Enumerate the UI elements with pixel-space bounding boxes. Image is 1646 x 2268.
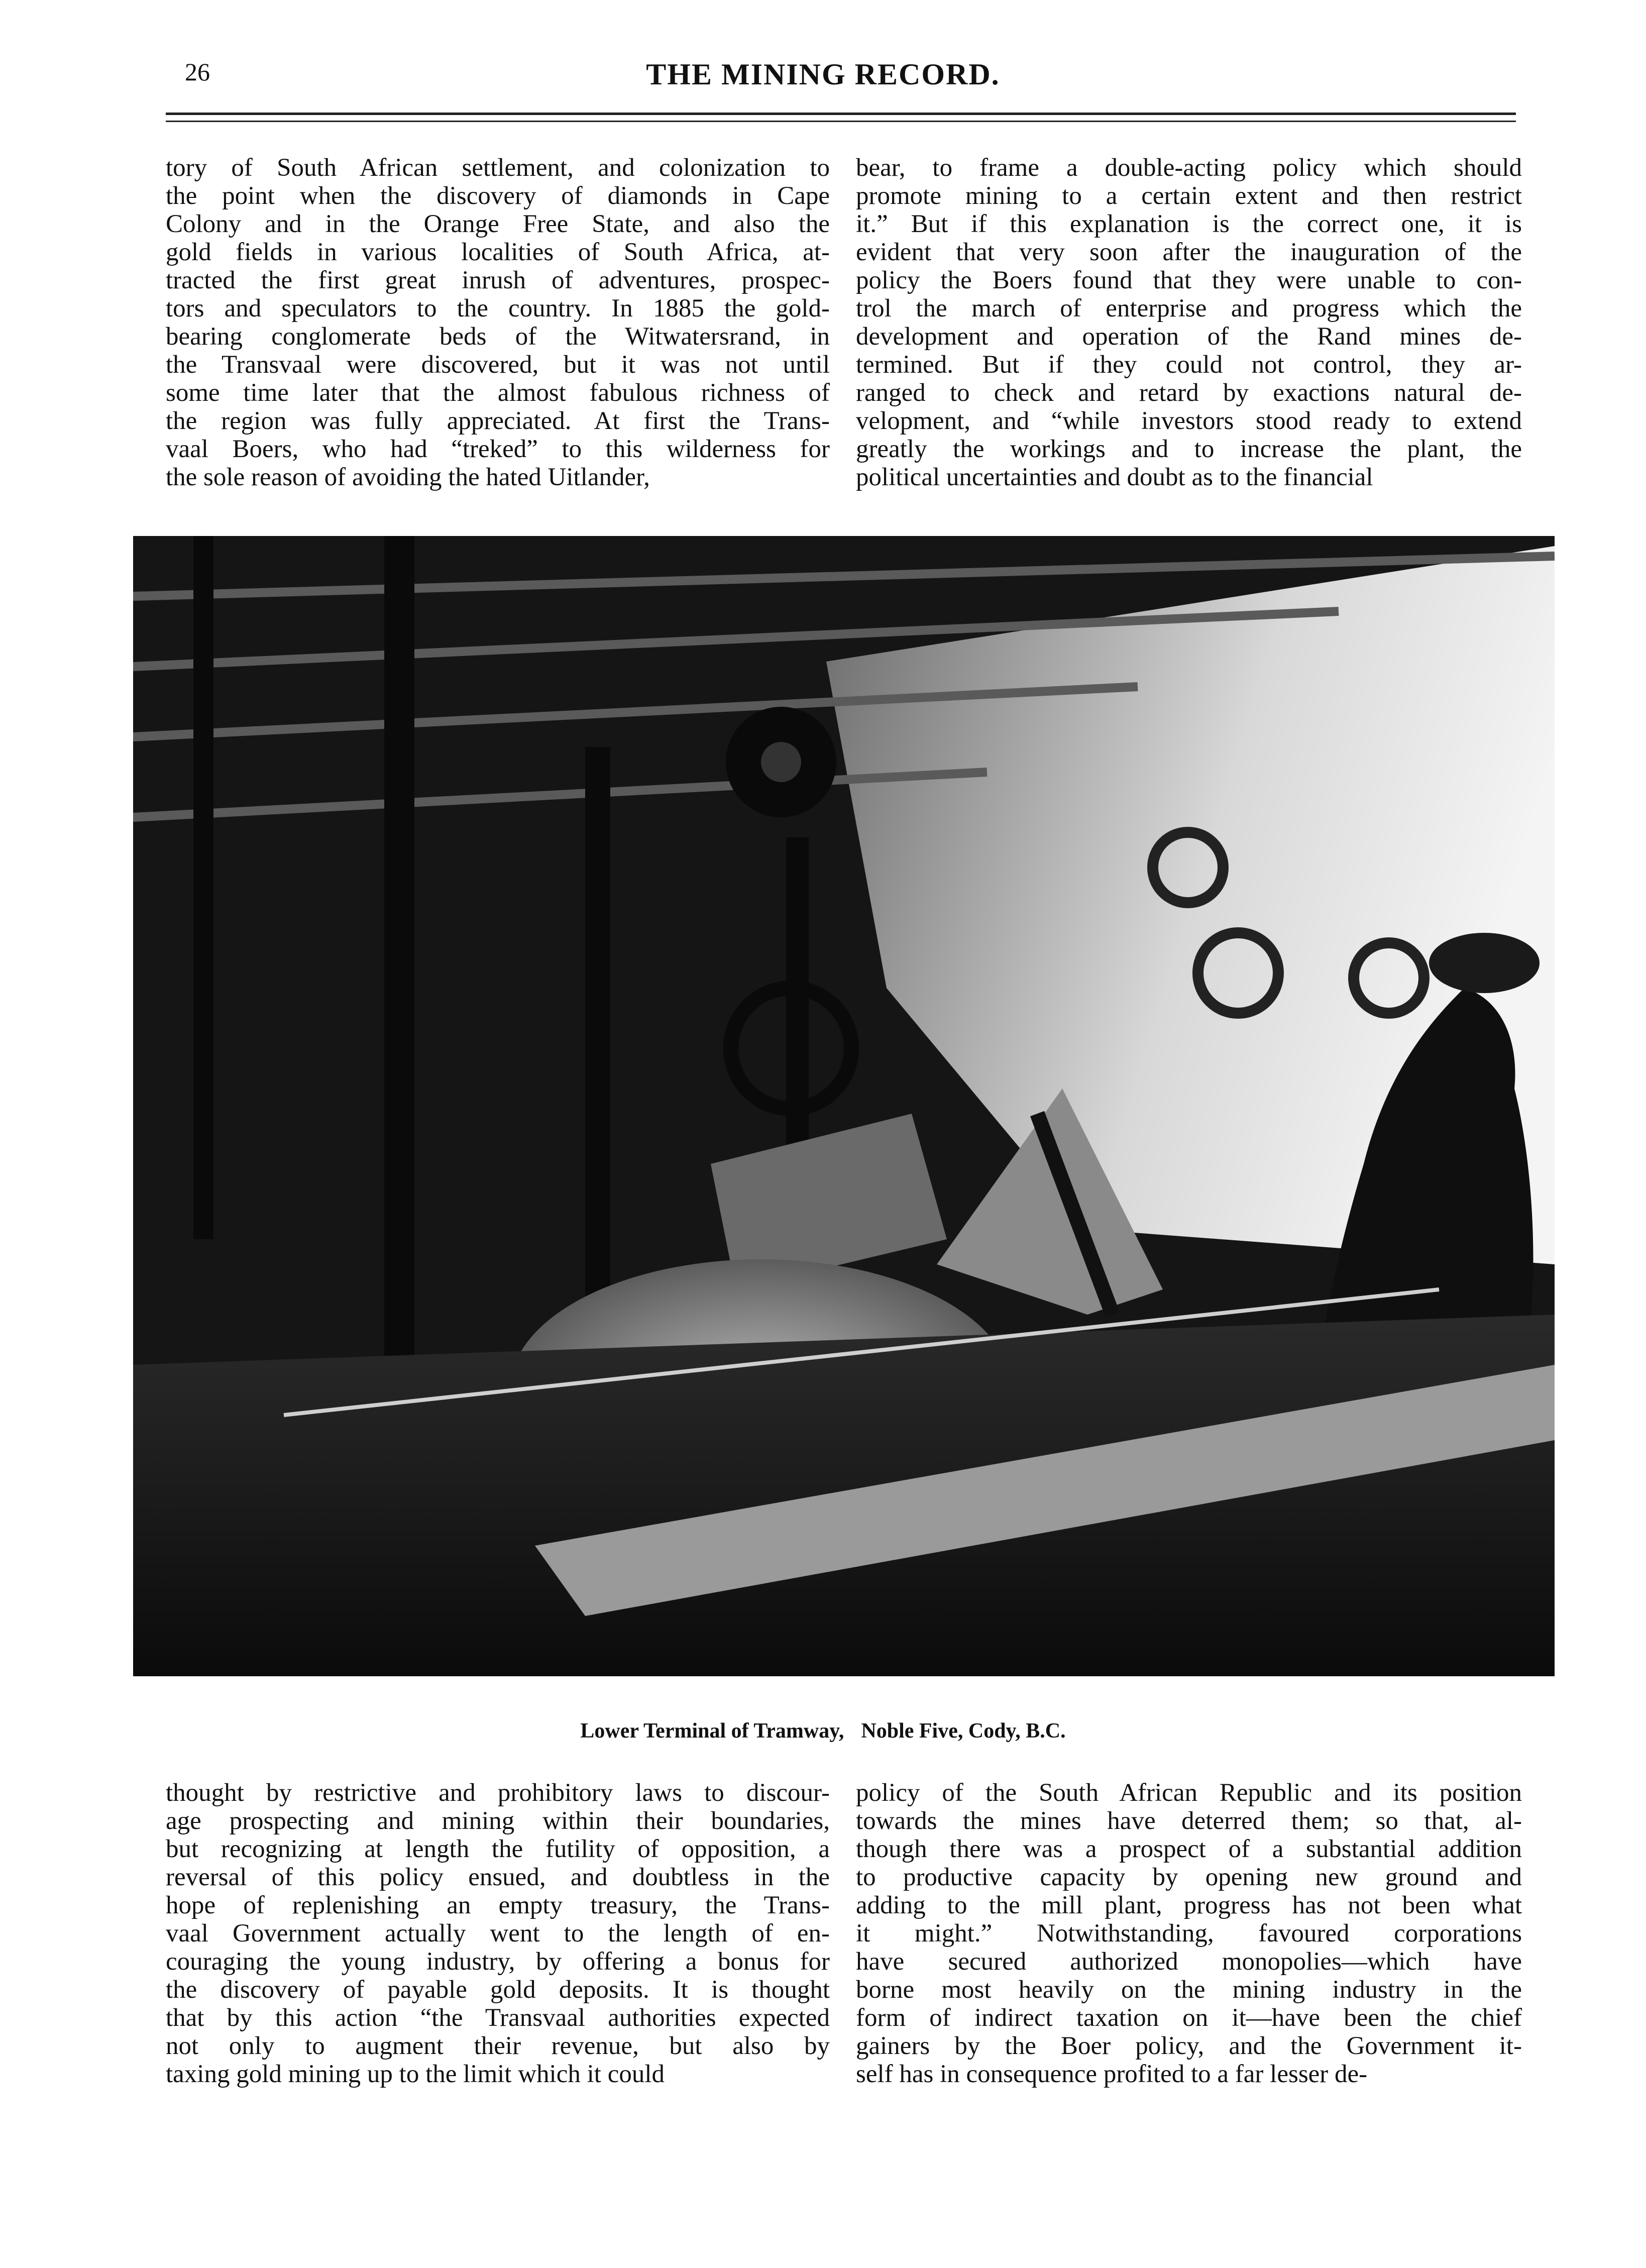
text-line: gold fields in various localities of South Africa, at- [166, 238, 830, 266]
text-line: policy of the South African Republic and its position [856, 1779, 1522, 1807]
text-line: promote mining to a certain extent and then restrict [856, 182, 1522, 210]
text-line: tors and speculators to the country. In 1885 the gold- [166, 294, 830, 322]
text-line: adding to the mill plant, progress has not been what [856, 1891, 1522, 1919]
text-column-top-right [856, 154, 1522, 528]
text-line: couraging the young industry, by offering a bonus for [166, 1948, 830, 1976]
text-line: vaal Boers, who had “treked” to this wilderness for [166, 435, 830, 463]
text-line: trol the march of enterprise and progress which the [856, 294, 1522, 322]
text-line: tracted the first great inrush of adventures, prospec- [166, 266, 830, 294]
text-line: bear, to frame a double-acting policy which should [856, 154, 1522, 182]
text-line: velopment, and “while investors stood ready to extend [856, 407, 1522, 435]
text-line: tory of South African settlement, and colonization to [166, 154, 830, 182]
text-line: taxing gold mining up to the limit which it could [166, 2060, 665, 2088]
text-line: gainers by the Boer policy, and the Government it- [856, 2032, 1522, 2060]
text-column-bottom-right [856, 1779, 1522, 2125]
text-line: greatly the workings and to increase the plant, the [856, 435, 1522, 463]
text-line: that by this action “the Transvaal authorities expected [166, 2004, 830, 2032]
caption-title: Lower Terminal of Tramway, [580, 1719, 844, 1743]
text-line: the discovery of payable gold deposits. It is thought [166, 1976, 830, 2004]
page-number: 26 [185, 58, 210, 86]
text-line: some time later that the almost fabulous richness of [166, 379, 830, 407]
text-line: hope of replenishing an empty treasury, the Trans- [166, 1891, 830, 1919]
text-line: it might.” Notwithstanding, favoured corporations [856, 1919, 1522, 1948]
text-line: reversal of this policy ensued, and doubtless in the [166, 1863, 830, 1891]
text-line: it.” But if this explanation is the correct one, it is [856, 210, 1522, 238]
text-line: though there was a prospect of a substantial addition [856, 1835, 1522, 1863]
tramway-photo-illustration [133, 536, 1555, 1676]
text-line: age prospecting and mining within their boundaries, [166, 1807, 830, 1835]
text-line: the point when the discovery of diamonds in Cape [166, 182, 830, 210]
text-line: vaal Government actually went to the length of en- [166, 1919, 830, 1948]
halftone-photograph [133, 536, 1555, 1676]
text-line: form of indirect taxation on it—have been the chief [856, 2004, 1522, 2032]
text-line: evident that very soon after the inauguration of the [856, 238, 1522, 266]
text-line: the sole reason of avoiding the hated Uitlander, [166, 463, 650, 491]
text-line: bearing conglomerate beds of the Witwatersrand, in [166, 322, 830, 351]
text-line: ranged to check and retard by exactions natural de- [856, 379, 1522, 407]
text-line: policy the Boers found that they were unable to con- [856, 266, 1522, 294]
text-line: towards the mines have deterred them; so that, al- [856, 1807, 1522, 1835]
text-line: development and operation of the Rand mines de- [856, 322, 1522, 351]
text-line: political uncertainties and doubt as to the financial [856, 463, 1373, 491]
caption-location: Noble Five, Cody, B.C. [861, 1719, 1066, 1743]
text-line: the Transvaal were discovered, but it was not until [166, 351, 830, 379]
text-line: have secured authorized monopolies—which have [856, 1948, 1522, 1976]
text-line: not only to augment their revenue, but also by [166, 2032, 830, 2060]
text-line: termined. But if they could not control, they ar- [856, 351, 1522, 379]
photo-caption [0, 1720, 1646, 1742]
text-line: but recognizing at length the futility of opposition, a [166, 1835, 830, 1863]
text-line: to productive capacity by opening new ground and [856, 1863, 1522, 1891]
running-head: THE MINING RECORD. [646, 58, 1000, 91]
text-line: borne most heavily on the mining industry in the [856, 1976, 1522, 2004]
text-column-bottom-left [166, 1779, 830, 2125]
header-rule [166, 113, 1516, 115]
header-rule [166, 121, 1516, 122]
text-line: Colony and in the Orange Free State, and also the [166, 210, 830, 238]
text-column-top-left [166, 154, 830, 528]
text-line: the region was fully appreciated. At first the Trans- [166, 407, 830, 435]
text-line: thought by restrictive and prohibitory laws to discour- [166, 1779, 830, 1807]
text-line: self has in consequence profited to a far lesser de- [856, 2060, 1368, 2088]
